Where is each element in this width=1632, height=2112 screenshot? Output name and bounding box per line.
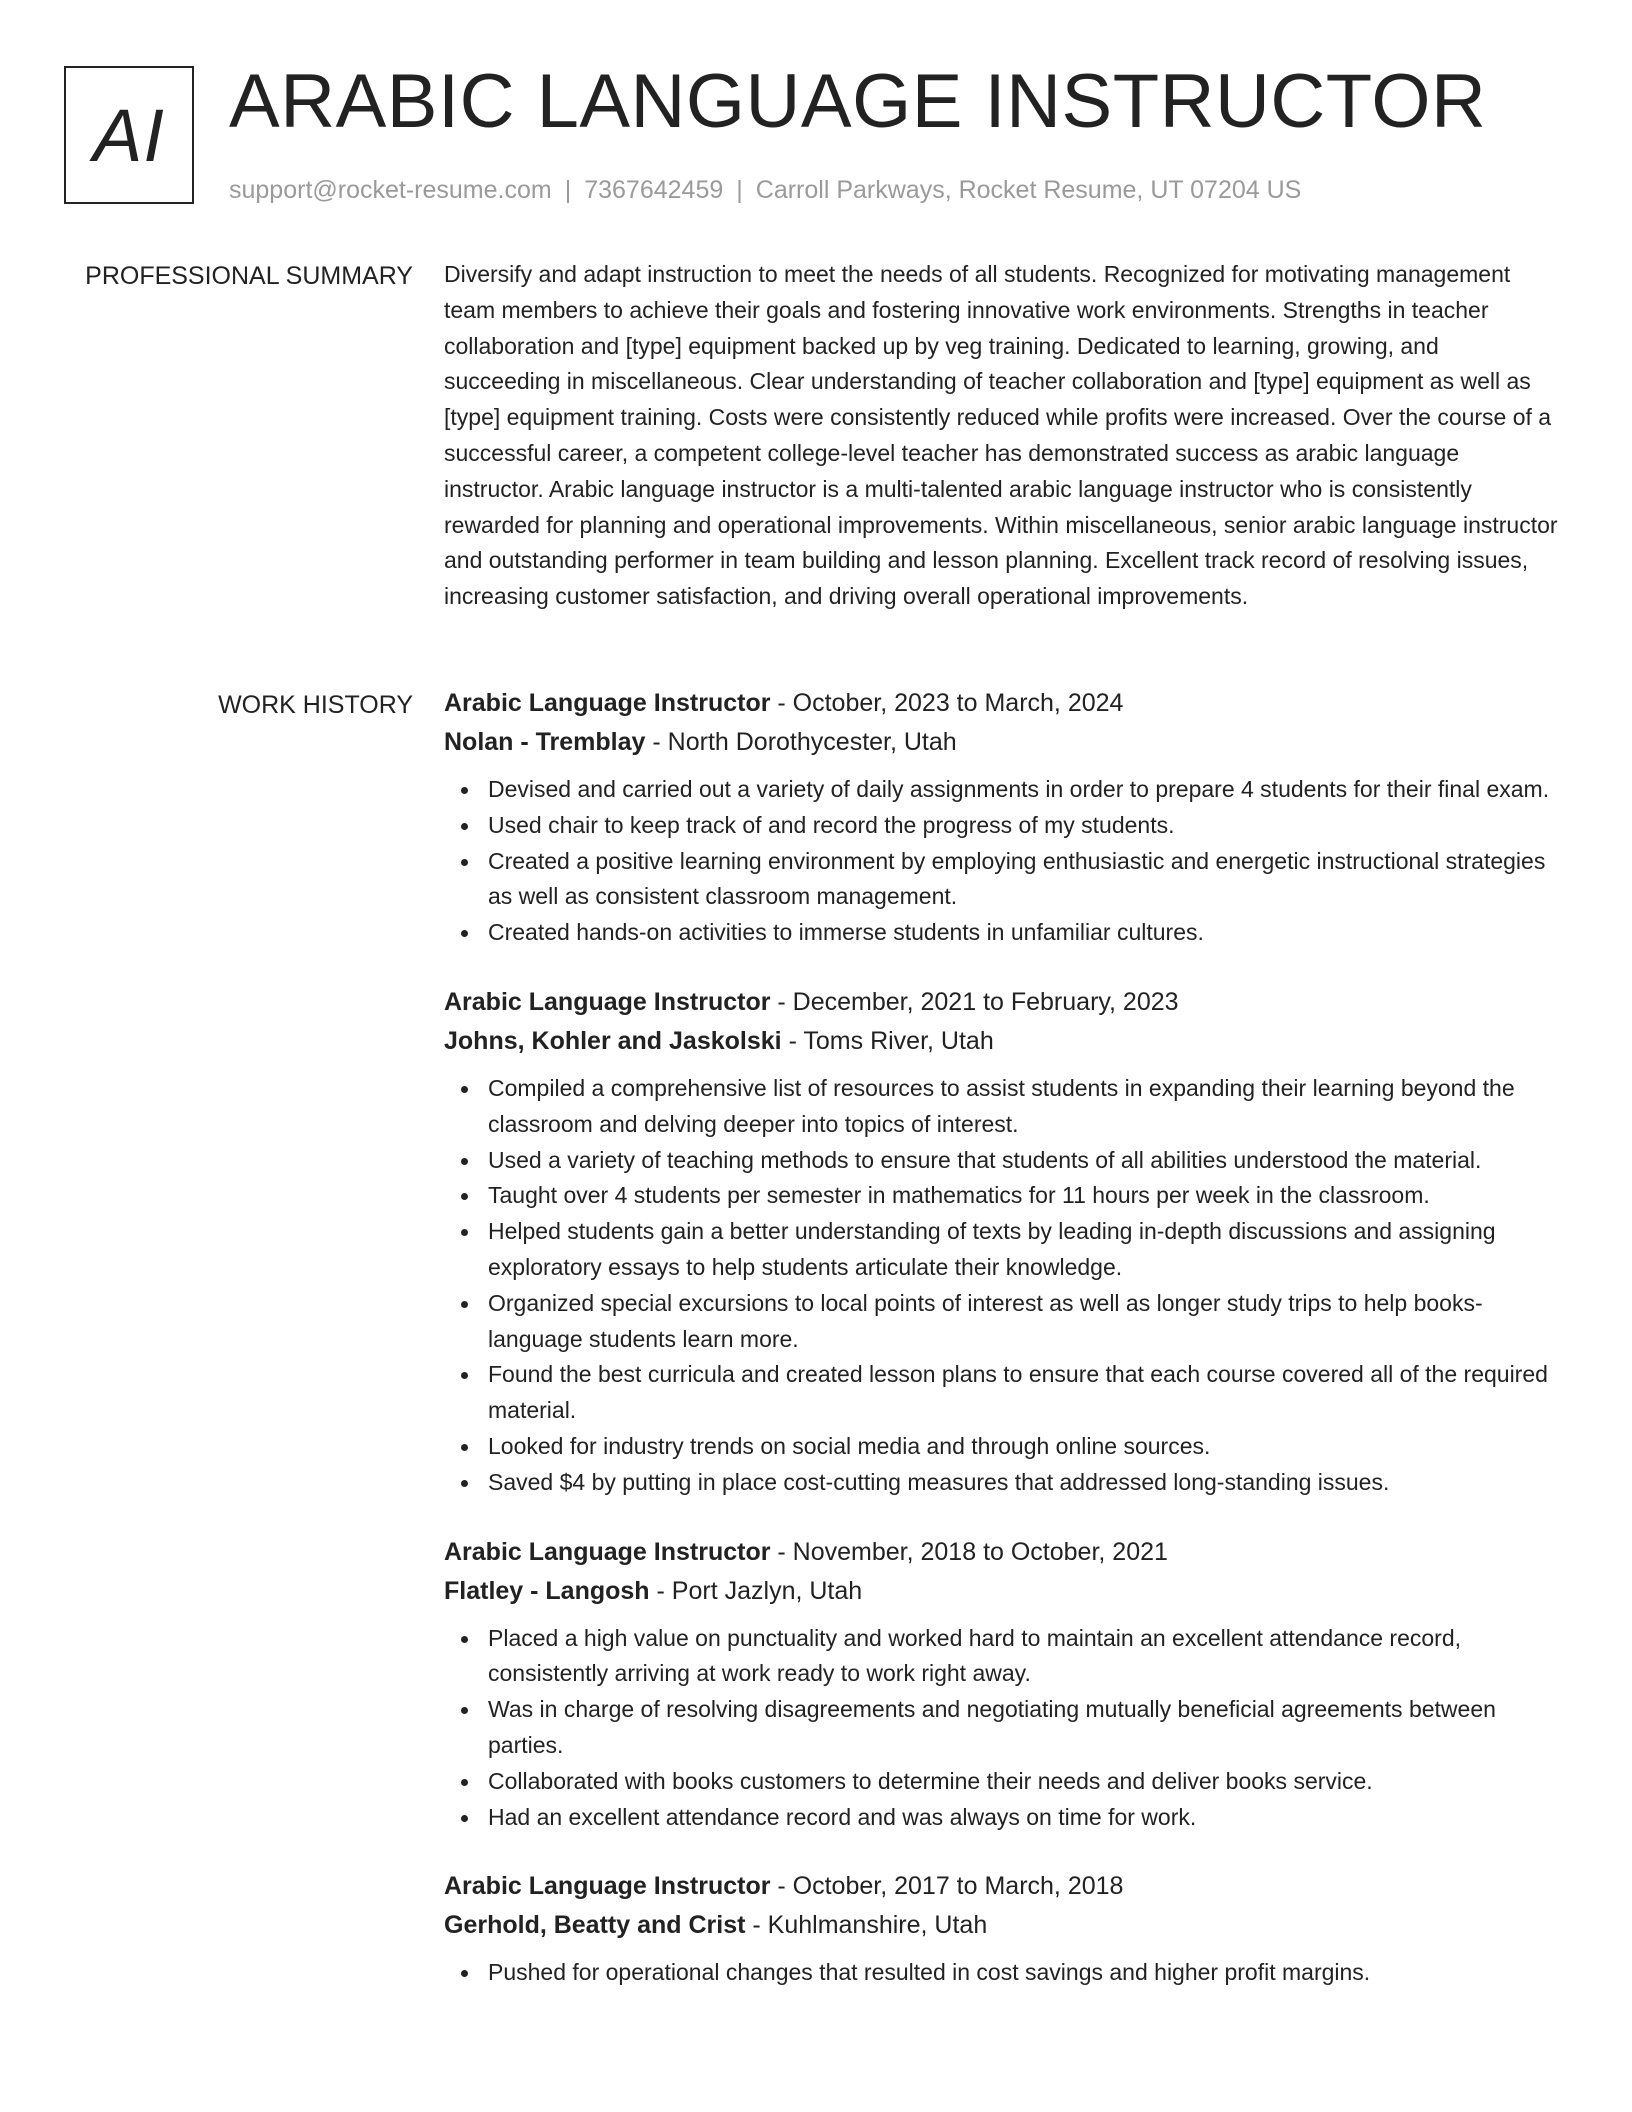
section-label-professional-summary: PROFESSIONAL SUMMARY — [85, 262, 413, 290]
job-title-line — [444, 684, 1560, 723]
contact-separator: | — [564, 176, 572, 204]
job-bullet: Organized special excursions to local points of interest as well as longer study trips to help books-language students learn more. — [488, 1286, 1560, 1358]
job-title-line — [444, 1533, 1560, 1572]
section-label-work-history: WORK HISTORY — [218, 691, 413, 719]
contact-separator: | — [736, 176, 743, 204]
job-company-line — [444, 1906, 1560, 1945]
job-bullet: Created a positive learning environment by employing enthusiastic and energetic instructional strategies as well as consistent classroom management. — [488, 844, 1560, 916]
job-bullet: Compiled a comprehensive list of resources to assist students in expanding their learning beyond the classroom and delving deeper into topics of interest. — [488, 1071, 1560, 1143]
job-location: - Port Jazlyn, Utah — [649, 1576, 863, 1605]
job-bullet-list — [444, 1955, 1560, 1991]
job-company: Johns, Kohler and Jaskolski — [444, 1026, 782, 1055]
job-bullet: Used chair to keep track of and record the progress of my students. — [488, 808, 1560, 844]
job-title-line — [444, 983, 1560, 1022]
job-entry — [444, 684, 1560, 951]
job-bullet: Pushed for operational changes that resulted in cost savings and higher profit margins. — [488, 1955, 1560, 1991]
job-role: Arabic Language Instructor — [444, 689, 771, 717]
job-bullet: Had an excellent attendance record and was always on time for work. — [488, 1800, 1560, 1836]
page-title: ARABIC LANGUAGE INSTRUCTOR — [229, 59, 1487, 144]
job-role: Arabic Language Instructor — [444, 1537, 771, 1566]
job-location: - Kuhlmanshire, Utah — [745, 1911, 988, 1940]
job-title-line — [444, 1867, 1560, 1906]
job-bullet: Was in charge of resolving disagreements and negotiating mutually beneficial agreements between parties. — [488, 1692, 1560, 1764]
contact-line — [229, 174, 1301, 206]
job-company-line — [444, 1022, 1560, 1061]
job-location: - Toms River, Utah — [781, 1026, 994, 1055]
monogram-logo: AI — [64, 66, 194, 204]
job-entry — [444, 1867, 1560, 1991]
job-bullet: Devised and carried out a variety of daily assignments in order to prepare 4 students for their final exam. — [488, 772, 1560, 808]
job-company-line — [444, 1572, 1560, 1611]
job-company: Nolan - Tremblay — [444, 728, 646, 756]
job-bullet-list — [444, 1621, 1560, 1836]
job-role: Arabic Language Instructor — [444, 1872, 771, 1901]
job-company: Flatley - Langosh — [444, 1576, 650, 1605]
job-dates: - December, 2021 to February, 2023 — [770, 987, 1179, 1016]
job-entry — [444, 983, 1560, 1501]
contact-address: Carroll Parkways, Rocket Resume, UT 07204 US — [755, 176, 1302, 204]
job-bullet: Used a variety of teaching methods to ensure that students of all abilities understood the material. — [488, 1143, 1560, 1179]
job-dates: - October, 2017 to March, 2018 — [770, 1872, 1124, 1901]
job-bullet: Found the best curricula and created lesson plans to ensure that each course covered all of the required material. — [488, 1357, 1560, 1429]
job-dates: - November, 2018 to October, 2021 — [770, 1537, 1168, 1566]
professional-summary-text: Diversify and adapt instruction to meet the needs of all students. Recognized for motivating management team members to achieve their goals and fostering innovative work environments. Strengths in teacher collaboration and [type] equipment backed up by veg training. Dedicated to learning, growing, and succeeding in miscellaneous. Clear understanding of teacher collaboration and [type] equipment as well as [type] equipment training. Costs were consistently reduced while profits were increased. Over the course of a successful career, a competent college-level teacher has demonstrated success as arabic language instructor. Arabic language instructor is a multi-talented arabic language instructor who is consistently rewarded for planning and operational improvements. Within miscellaneous, senior arabic language instructor and outstanding performer in team building and lesson planning. Excellent track record of resolving issues, increasing customer satisfaction, and driving overall operational improvements. — [444, 261, 1558, 610]
job-entry — [444, 1533, 1560, 1836]
work-history-list — [444, 684, 1560, 2023]
job-bullet: Taught over 4 students per semester in mathematics for 11 hours per week in the classroom. — [488, 1178, 1560, 1214]
job-bullet: Helped students gain a better understanding of texts by leading in-depth discussions and assigning exploratory essays to help students articulate their knowledge. — [488, 1214, 1560, 1286]
job-role: Arabic Language Instructor — [444, 987, 771, 1016]
contact-email[interactable]: support@rocket-resume.com — [229, 176, 552, 204]
job-bullet: Collaborated with books customers to determine their needs and deliver books service. — [488, 1764, 1560, 1800]
job-bullet-list — [444, 1071, 1560, 1501]
job-bullet: Placed a high value on punctuality and worked hard to maintain an excellent attendance record, consistently arriving at work ready to work right away. — [488, 1621, 1560, 1693]
job-company-line — [444, 723, 1560, 762]
job-bullet: Created hands-on activities to immerse students in unfamiliar cultures. — [488, 915, 1560, 951]
contact-phone[interactable]: 7367642459 — [584, 176, 724, 204]
job-bullet: Saved $4 by putting in place cost-cutting measures that addressed long-standing issues. — [488, 1465, 1560, 1501]
job-company: Gerhold, Beatty and Crist — [444, 1911, 746, 1940]
job-location: - North Dorothycester, Utah — [645, 728, 957, 756]
job-bullet: Looked for industry trends on social media and through online sources. — [488, 1429, 1560, 1465]
job-dates: - October, 2023 to March, 2024 — [770, 689, 1124, 717]
job-bullet-list — [444, 772, 1560, 951]
